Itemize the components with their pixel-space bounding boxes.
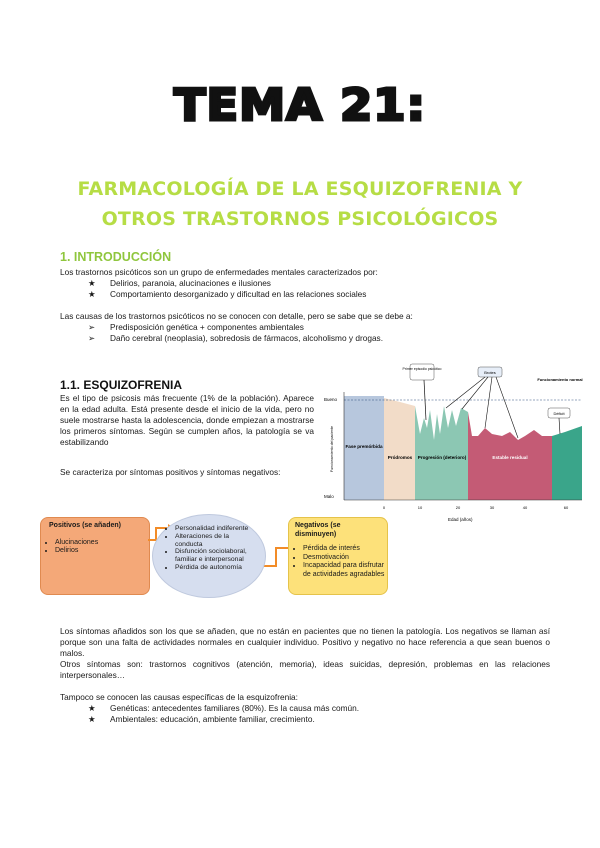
after-paragraph-2: Otros síntomas son: trastornos cognitivos (atención, memoria), ideas suicidas, depresión, problemas en las relaciones interpersonales… xyxy=(60,659,550,680)
x-axis-label: Edad (años) xyxy=(448,517,473,522)
callout-arrow xyxy=(559,418,560,434)
schizophrenia-paragraph: Es el tipo de psicosis más frecuente (1% de la población). Aparece en la edad adulta. Está presente desde el inicio de la vida, pero no suele mostrarse hasta la adolescencia, donde empiezan a mostrarse los primeros síntomas. Según se cumplen años, la patología se va estabilizando xyxy=(60,393,314,447)
callout-arrow xyxy=(462,377,488,409)
negative-symptoms-title: Negativos (se disminuyen) xyxy=(295,522,341,538)
x-tick: 40 xyxy=(522,505,528,510)
x-tick: 30 xyxy=(489,505,495,510)
callout-arrow xyxy=(496,377,518,438)
x-tick: 60 xyxy=(563,505,569,510)
callout-deficit-text: Déficit xyxy=(553,411,565,416)
x-tick: 20 xyxy=(455,505,461,510)
list-item: • Incapacidad para disfrutar de actividades agradables xyxy=(303,562,387,579)
symptoms-intro-paragraph: Se caracteriza por síntomas positivos y síntomas negativos: xyxy=(60,467,281,477)
phase-label-premorbid: Fase premórbida xyxy=(345,444,383,449)
y-axis-label: Funcionamiento del paciente xyxy=(330,426,334,472)
list-item: ★ Ambientales: educación, ambiente familiar, crecimiento. xyxy=(88,714,315,724)
list-item: ➢ Predisposición genética + componentes ambientales xyxy=(88,322,304,332)
list-item: ➢ Daño cerebral (neoplasia), sobredosis de fármacos, alcoholismo y drogas. xyxy=(88,333,384,343)
list-item: ★ Delirios, paranoia, alucinaciones e ilusiones xyxy=(88,278,271,288)
subtitle-line-2: OTROS TRASTORNOS PSICOLÓGICOS xyxy=(101,208,499,230)
callout-arrow xyxy=(485,377,492,428)
phase-prodrome-area xyxy=(384,398,415,500)
y-bottom-label: Malo xyxy=(324,494,334,499)
phase-label-prodrome: Pródromos xyxy=(387,455,413,460)
illness-course-chart xyxy=(320,362,590,524)
star-bullet-icon: ★ xyxy=(88,703,96,713)
after-paragraph-1: Los síntomas añadidos son los que se añaden, que no están en pacientes que no tienen la patología. Los negativos se llaman así porque son una falta de actividades normales en cualquier individuo. Positivo y negativo no hace referencia a que sean buenos o malos. xyxy=(60,626,550,658)
callout-arrow xyxy=(446,377,485,408)
positive-symptoms-box xyxy=(40,517,150,595)
subtitle-line-1: FARMACOLOGÍA DE LA ESQUIZOFRENIA Y xyxy=(77,178,523,200)
y-top-label: Bueno xyxy=(324,397,338,402)
arrow-bullet-icon: ➢ xyxy=(88,333,95,343)
list-item: • Personalidad indiferente xyxy=(175,525,253,533)
intro-block xyxy=(60,267,550,344)
x-tick: 0 xyxy=(382,505,386,510)
star-bullet-icon: ★ xyxy=(88,714,96,724)
phase-label-residual: Estable residual xyxy=(492,455,528,460)
phase-progression-area xyxy=(415,406,468,500)
x-tick: 10 xyxy=(417,505,423,510)
list-item: • Delirios xyxy=(55,547,149,556)
list-item: • Pérdida de interés xyxy=(303,545,387,554)
section-heading-schizophrenia: 1.1. ESQUIZOFRENIA xyxy=(60,378,183,392)
list-item: ★ Genéticas: antecedentes familiares (80%). Es la causa más común. xyxy=(88,703,360,713)
callout-outbreaks-text: Brotes xyxy=(484,370,496,375)
arrow-bullet-icon: ➢ xyxy=(88,322,95,332)
negative-symptoms-box xyxy=(288,517,388,595)
callout-first-episode-text: Primer episodio psicótico xyxy=(402,367,442,371)
section-heading-intro: 1. INTRODUCCIÓN xyxy=(60,250,172,264)
star-bullet-icon: ★ xyxy=(88,289,96,299)
intro-paragraph-1: Los trastornos psicóticos son un grupo de enfermedades mentales caracterizados por: xyxy=(60,267,378,277)
list-item: • Alteraciones de la conducta xyxy=(175,533,253,549)
list-item: • Desmotivación xyxy=(303,554,387,563)
list-item: • Alucinaciones xyxy=(55,539,149,548)
positive-symptoms-title: Positivos (se añaden) xyxy=(49,522,121,529)
after-paragraph-3: Tampoco se conocen las causas específicas de la esquizofrenia: xyxy=(60,692,298,702)
phase-label-progression: Progresión (deterioro) xyxy=(417,455,467,460)
center-symptoms-circle xyxy=(152,514,266,598)
page-title: TEMA 21: xyxy=(173,80,427,131)
callout-normal-function-text: Funcionamiento normal xyxy=(537,377,583,382)
list-item: ★ Comportamiento desorganizado y dificultad en las relaciones sociales xyxy=(88,289,367,299)
intro-paragraph-2: Las causas de los trastornos psicóticos no se conocen con detalle, pero se sabe que se debe a: xyxy=(60,311,413,321)
after-block xyxy=(60,626,550,725)
list-item: • Pérdida de autonomía xyxy=(175,564,253,572)
list-item: • Disfunción sociolaboral, familiar e interpersonal xyxy=(175,548,253,564)
star-bullet-icon: ★ xyxy=(88,278,96,288)
phase-late-area xyxy=(552,426,582,500)
